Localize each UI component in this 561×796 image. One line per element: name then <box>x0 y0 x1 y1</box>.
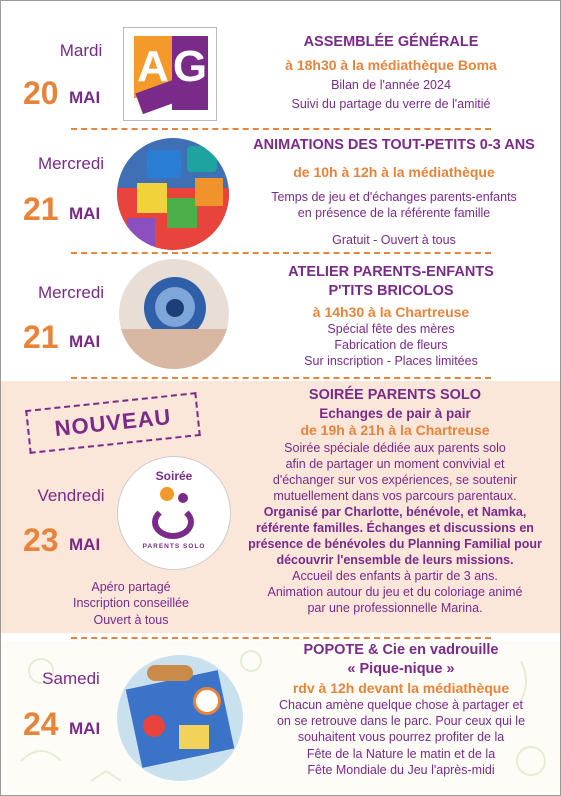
divider <box>71 377 491 379</box>
plate-icon <box>179 725 209 749</box>
paper-flower-photo <box>119 259 229 369</box>
logo-letter-g: G <box>172 36 208 110</box>
child-head-icon <box>178 493 188 503</box>
event5-line: Fête de la Nature le matin et de la <box>306 746 496 761</box>
cup-icon <box>193 687 221 715</box>
event1-line: Bilan de l'année 2024 <box>331 78 451 93</box>
event4-left-line: Ouvert à tous <box>93 612 169 627</box>
event4-tail-line: par une professionnelle Marina. <box>307 600 483 615</box>
event3-subtitle: à 14h30 à la Chartreuse <box>312 303 470 320</box>
parents-solo-logo <box>117 456 231 570</box>
event3-month: MAI <box>69 332 101 351</box>
event5-title: POPOTE & Cie en vadrouille <box>303 642 499 658</box>
event4-subtitle-a: Echanges de pair à pair <box>319 405 471 421</box>
event4-bold-line: découvrir l'ensemble de leurs missions. <box>276 552 514 567</box>
event4-bold-line: présence de bénévoles du Planning Familial pour <box>248 536 542 551</box>
event4-bold-line: Organisé par Charlotte, bénévole, et Namka, <box>263 504 527 519</box>
event4-month: MAI <box>69 535 101 554</box>
logo-letter-a: A <box>134 36 172 98</box>
divider <box>71 252 491 254</box>
event2-subtitle: de 10h à 12h à la médiathèque <box>293 163 495 180</box>
event4-left-line: Apéro partagé <box>91 580 171 594</box>
event2-weekday: Mercredi <box>37 154 105 173</box>
parent-head-icon <box>160 487 174 501</box>
event4-subtitle-b: de 19h à 21h à la Chartreuse <box>300 421 490 438</box>
event5-line: souhaitent vous pourrez profiter de la <box>297 730 505 745</box>
picnic-illustration <box>117 655 243 781</box>
event1-line: Suivi du partage du verre de l'amitié <box>291 97 491 112</box>
event5-subtitle: rdv à 12h devant la médiathèque <box>292 679 510 696</box>
event4-day: 23 <box>23 522 59 558</box>
event5-month: MAI <box>69 719 101 738</box>
toddler-play-photo <box>117 138 229 250</box>
picnic-blanket <box>126 670 235 768</box>
event3-line: Spécial fête des mères <box>327 321 455 336</box>
event3-day: 21 <box>23 319 59 355</box>
bread-icon <box>147 665 193 681</box>
event4-tail-line: Accueil des enfants à partir de 3 ans. <box>292 568 498 583</box>
event4-line: afin de partager un moment convivial et <box>285 456 505 471</box>
divider <box>71 637 491 639</box>
event3-line: Fabrication de fleurs <box>334 338 448 353</box>
event5-line: on se retrouve dans le parc. Pour ceux qui le <box>276 714 526 729</box>
event4-tail-line: Animation autour du jeu et du coloriage animé <box>267 584 523 599</box>
event2-month: MAI <box>69 204 101 223</box>
event5-title2: « Pique-nique » <box>347 660 455 677</box>
event4-weekday: Vendredi <box>37 486 105 505</box>
event5-line: Chacun amène quelque chose à partager et <box>279 697 523 712</box>
event4-bold-line: référente familles. Échanges et discussions en <box>256 520 534 535</box>
event2-line: Temps de jeu et d'échanges parents-enfants <box>271 190 517 205</box>
event1-month: MAI <box>69 88 101 107</box>
event4-line: mutuellement dans vos parcours parentaux. <box>273 488 517 503</box>
event1-weekday: Mardi <box>59 41 103 60</box>
ag-logo <box>123 27 217 121</box>
event5-day: 24 <box>23 706 59 742</box>
event4-title: SOIRÉE PARENTS SOLO <box>308 387 482 403</box>
event2-title: ANIMATIONS DES TOUT-PETITS 0-3 ANS <box>253 137 535 153</box>
event2-line: Gratuit - Ouvert à tous <box>332 232 456 247</box>
event2-line: en présence de la référente famille <box>297 206 491 221</box>
event4-line: Soirée spéciale dédiée aux parents solo <box>284 440 506 455</box>
event1-subtitle: à 18h30 à la médiathèque Boma <box>285 56 497 73</box>
nouveau-badge: NOUVEAU <box>25 392 201 454</box>
event4-left-line: Inscription conseillée <box>72 596 190 611</box>
logo-bottom-text: PARENTS SOLO <box>142 543 206 550</box>
event3-weekday: Mercredi <box>37 283 105 302</box>
event3-title-line: P'TITS BRICOLOS <box>328 282 454 299</box>
event3-line: Sur inscription - Places limitées <box>304 354 478 369</box>
event3-title-line: ATELIER PARENTS-ENFANTS <box>288 264 494 280</box>
event5-line: Fête Mondiale du Jeu l'après-midi <box>307 762 495 777</box>
event1-day: 20 <box>23 75 59 111</box>
event5-weekday: Samedi <box>42 669 100 688</box>
event2-day: 21 <box>23 191 59 227</box>
embrace-icon <box>152 505 194 539</box>
event4-line: d'échanger sur vos expériences, se soutenir <box>272 472 518 487</box>
event1-title: ASSEMBLÉE GÉNÉRALE <box>303 34 479 50</box>
logo-top-text: Soirée <box>155 469 193 483</box>
fruit-icon <box>143 715 165 737</box>
divider <box>71 128 491 130</box>
